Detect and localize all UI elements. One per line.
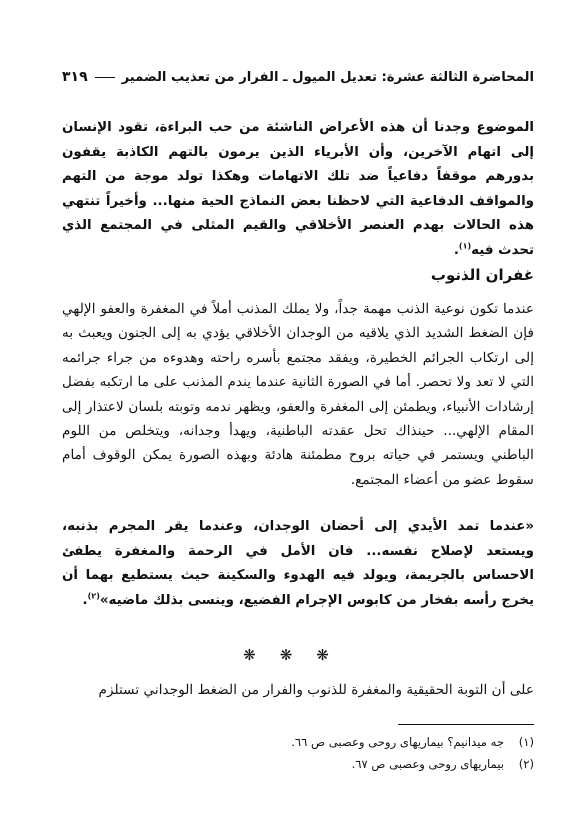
page-number: ٣١٩: [62, 69, 88, 85]
footnote-ref-1: (١): [458, 241, 472, 251]
footnote-text-2: بيماريهاى روحى وعصبى ص ٦٧.: [351, 757, 504, 771]
body-paragraph: عندما تكون نوعية الذنب مهمة جداً، ولا يملك المذنب أملاً في المغفرة والعفو الإلهي فإن الضغط الشديد الذي يلاقيه من الوجدان الأخلاقي يؤدي به إلى الجنون ويعبث به إلى ارتكاب الجرائم الخطيرة، ويفقد مجتمع بأسره راحته وهدوءه من جراء جرائمه التي لا تعد ولا تحصر. أما في الصورة الثانية عندما يندم المذنب على ما ارتكبه بفضل إرشادات الأنبياء، ويطمئن إلى المغفرة والعفو، ويظهر ندمه وتوبته بلسان لاعتذار إلى المقام الإلهي... حينذاك تحل عقدته الباطنية، ويهدأ وجدانه، ويتخلص من اللوم الباطني ويستمر في حياته بروح مطمئنة هادئة وبهذه الصورة يمكن الوقوف أمام سقوط عضو من أعضاء المجتمع.: [62, 301, 534, 488]
section-heading: غفران الذنوب: [430, 266, 534, 284]
chapter-title: المحاضرة الثالثة عشرة: تعديل الميول ـ الفرار من تعذيب الضمير: [121, 69, 534, 85]
footnote-2: [62, 757, 534, 771]
quotation-end-2: .: [82, 592, 88, 608]
closing-line: على أن التوبة الحقيقية والمغفرة للذنوب والفرار من الضغط الوجداني تستلزم: [98, 682, 534, 698]
quotation-end-1: .: [453, 242, 459, 258]
quotation-text-2: «عندما تمد الأيدي إلى أحضان الوجدان، وعندما يقر المجرم بذنبه، ويستعد لإصلاح نفسه... فان الأمل في الرحمة والمغفرة يطفئ الاحساس بالجريمة، ويولد فيه الهدوء والسكينة حيث يستطيع بهما أن يخرج رأسه بفخار من كابوس الإجرام الفضيع، وينسى بذلك ماضيه»: [62, 519, 534, 608]
footnote-rule: [398, 724, 534, 725]
running-header: [62, 66, 534, 88]
quotation-block-2: [62, 515, 534, 613]
quotation-text-1: الموضوع وجدنا أن هذه الأعراض الناشئة من حب البراءة، تقود الإنسان إلى اتهام الآخرين، وأن الأبرياء الذين يرمون بالتهم الكاذبة يقفون بدورهم موقفاً دفاعياً ضد تلك الاتهامات وهكذا تولد موجة من التهم والمواقف الدفاعية التي لاحظنا بعض النماذج الحية منها... وأخيراً تنتهي هذه الحالات بهدم العنصر الأخلاقي والقيم المثلى في المجتمع الذي تحدث فيه: [62, 120, 534, 258]
section-separator: ❋❋❋: [243, 646, 353, 664]
footnote-text-1: جه ميدانيم؟ بيماريهاى روحى وعصبى ص ٦٦.: [291, 735, 504, 749]
header-rule: [95, 77, 115, 78]
footnote-number-2: (٢): [518, 757, 534, 771]
footnote-number-1: (١): [518, 735, 534, 749]
footnote-ref-2: (٢): [87, 591, 100, 601]
footnote-1: [62, 735, 534, 749]
quotation-block-1: [62, 116, 534, 264]
